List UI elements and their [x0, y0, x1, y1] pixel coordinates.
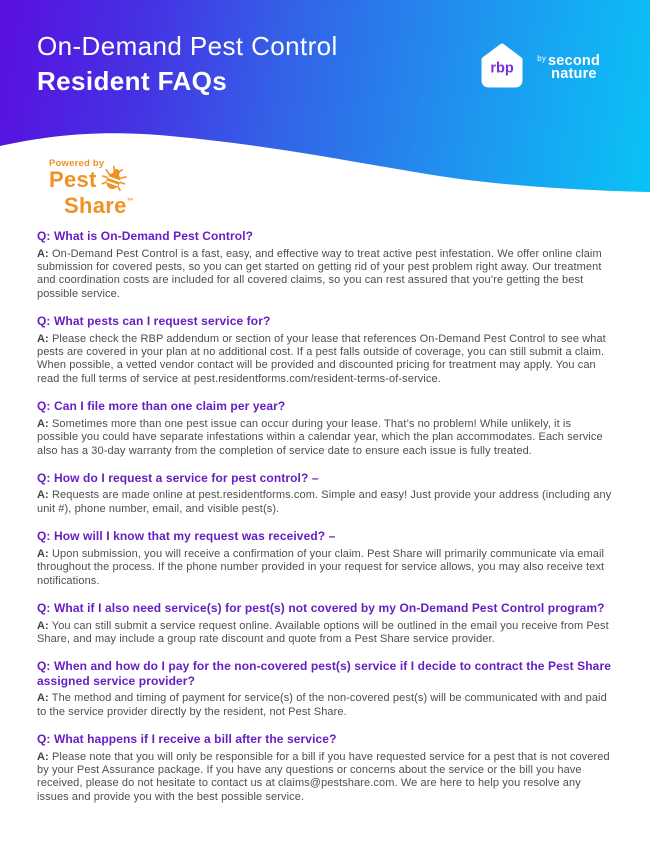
rbp-logo-text: rbp: [490, 60, 514, 77]
pestshare-row: [49, 167, 134, 194]
second-nature-wordmark: [537, 52, 600, 81]
faq-item: [37, 399, 615, 458]
faq-answer: [37, 333, 615, 387]
faq-answer: [37, 548, 615, 588]
answer-text: On-Demand Pest Control is a fast, easy, and effective way to treat active pest infestation. We offer online claim submission for covered pests, so you can get started on getting rid of your pest problem right away. Our treatment and coordination costs are included for all covered claims, so you can rest assured that you’re getting the best possible service.: [37, 247, 602, 300]
powered-by-label: Powered by: [49, 158, 105, 169]
faq-answer: [37, 489, 615, 516]
trademark-symbol: ™: [126, 198, 134, 205]
brand-second: second: [548, 52, 600, 69]
answer-text: Upon submission, you will receive a confirmation of your claim. Pest Share will primarily communicate via email throughout the process. If the phone number provided in your request for service allows, you may also receive text notifications.: [37, 547, 605, 587]
faq-question: Q: What pests can I request service for?: [37, 314, 271, 329]
answer-text: Please note that you will only be responsible for a bill if you have requested service for a pest that is not covered by your Pest Assurance package. If you have any questions or concerns about the service or the bill you have received, please do not hesitate to contact us at claims@pestshare.com. We are here to help you resolve any issues and provide you with the best possible service.: [37, 750, 610, 803]
faq-answer: [37, 418, 615, 458]
rbp-brand-block: [476, 40, 600, 92]
faq-question: Q: What happens if I receive a bill after the service?: [37, 732, 337, 747]
pestshare-share-text: Share™: [64, 193, 134, 218]
faq-item: [37, 601, 615, 646]
faq-question: Q: What is On-Demand Pest Control?: [37, 229, 254, 243]
answer-prefix: A:: [37, 489, 49, 502]
answer-prefix: A:: [37, 750, 49, 763]
answer-text: You can still submit a service request online. Available options will be outlined in the email you receive from Pest Share, and may include a group rate discount and quote from a Pest Share service provider.: [37, 619, 609, 645]
powered-by-pestshare-logo: [49, 158, 134, 216]
faq-answer: [37, 751, 615, 805]
answer-text: The method and timing of payment for service(s) of the non-covered pest(s) will be communicated with and paid to the service provider directly by the resident, not Pest Share.: [37, 692, 607, 718]
faq-question: Q: How will I know that my request was received? –: [37, 529, 336, 544]
answer-prefix: A:: [37, 547, 49, 560]
answer-prefix: A:: [37, 692, 49, 705]
faq-item: [37, 529, 615, 588]
answer-prefix: A:: [37, 417, 49, 430]
by-label: by: [537, 53, 547, 63]
page-title: On-Demand Pest Control: [37, 31, 338, 61]
faq-answer: [37, 620, 615, 647]
brand-nature: nature: [551, 65, 597, 82]
faq-item: [37, 732, 615, 804]
faq-item: [37, 659, 615, 719]
bug-icon: [99, 164, 129, 194]
faq-answer: [37, 692, 615, 719]
page-subtitle: Resident FAQs: [37, 66, 228, 96]
faq-answer: [37, 248, 615, 302]
faq-item: [37, 471, 615, 516]
faq-question: Q: Can I file more than one claim per year?: [37, 399, 286, 414]
answer-prefix: A:: [37, 332, 49, 345]
faq-item: [37, 314, 615, 386]
answer-text: Sometimes more than one pest issue can occur during your lease. That’s no problem! While unlikely, it is possible you could have separate infestations within a calendar year, which the plan accommodates. Each service also has a 30-day warranty from the completion of service date to ensure each issue is fully treated.: [37, 417, 603, 457]
answer-text: Please check the RBP addendum or section of your lease that references On-Demand Pest Control to see what pests are covered in your plan at no additional cost. If a pest falls outside of coverage, you can still submit a claim. When possible, a vetted vendor contact will be provided and discounted pricing for treatment may apply. You can read the full terms of service at pest.residentforms.com/resident-terms-of-service.: [37, 332, 606, 385]
header-titles: [37, 31, 338, 96]
faq-question: Q: What if I also need service(s) for pest(s) not covered by my On-Demand Pest Control program?: [37, 601, 605, 615]
pestshare-pest-text: Pest: [49, 167, 97, 192]
answer-text: Requests are made online at pest.residentforms.com. Simple and easy! Just provide your address (including any unit #), phone number, email, and visible pest(s).: [37, 489, 612, 515]
faq-item: [37, 229, 615, 301]
faq-question: Q: How do I request a service for pest control? –: [37, 470, 319, 485]
rbp-house-icon: [476, 40, 528, 92]
answer-prefix: A:: [37, 247, 49, 260]
answer-prefix: A:: [37, 619, 49, 632]
faq-list: [37, 229, 615, 817]
faq-question: Q: When and how do I pay for the non-covered pest(s) service if I decide to contract the Pest Share assigned service provider?: [37, 659, 612, 688]
